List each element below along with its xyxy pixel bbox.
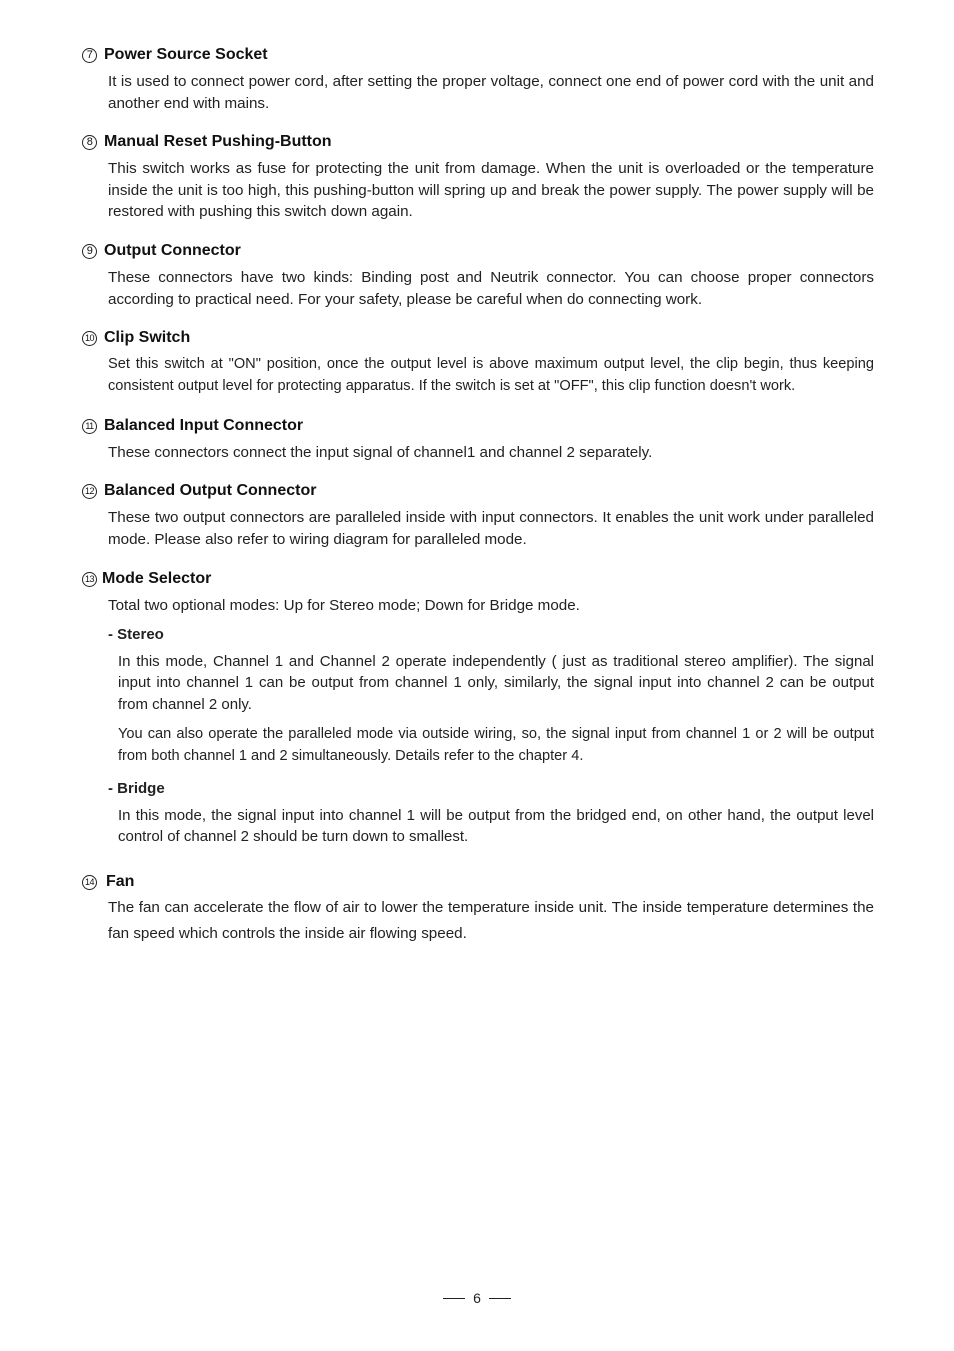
section-title: Output Connector xyxy=(104,242,241,259)
page-footer xyxy=(0,1290,954,1306)
section-heading xyxy=(82,328,874,348)
bridge-subheading: - Bridge xyxy=(108,779,165,797)
page-number: 6 xyxy=(473,1290,481,1306)
section-number-badge: 11 xyxy=(82,419,97,434)
section-title: Clip Switch xyxy=(104,329,191,346)
stereo-paragraph: You can also operate the paralleled mode via outside wiring, so, the signal input from channel 1 or 2 will be output from both channel 1 and 2 simultaneously. Details refer to the chapter 4. xyxy=(118,726,874,764)
section-title: Balanced Input Connector xyxy=(104,417,304,434)
section-paragraph: Total two optional modes: Up for Stereo mode; Down for Bridge mode. xyxy=(108,597,580,614)
section-clip-switch xyxy=(82,328,874,397)
section-manual-reset-button xyxy=(82,132,874,223)
section-paragraph: These connectors have two kinds: Binding post and Neutrik connector. You can choose proper connectors according to practical need. For your safety, please be careful when do connecting work. xyxy=(108,269,874,308)
section-paragraph: These two output connectors are paralleled inside with input connectors. It enables the unit work under paralleled mode. Please also refer to wiring diagram for paralleled mode. xyxy=(108,509,874,548)
section-number-badge: 13 xyxy=(82,572,97,587)
section-fan xyxy=(82,872,874,947)
section-power-source-socket xyxy=(82,45,874,114)
section-mode-selector xyxy=(82,569,874,848)
section-balanced-output-connector xyxy=(82,481,874,550)
section-heading xyxy=(82,416,874,436)
bridge-paragraph: In this mode, the signal input into channel 1 will be output from the bridged end, on other hand, the output level control of channel 2 should be turn down to smallest. xyxy=(118,806,874,846)
section-number-badge: 9 xyxy=(82,244,97,259)
section-paragraph: This switch works as fuse for protecting the unit from damage. When the unit is overloaded or the temperature inside the unit is too high, this pushing-button will spring up and break the power supply. The power supply will be restored with pushing this switch down again. xyxy=(108,160,874,221)
section-title: Manual Reset Pushing-Button xyxy=(104,133,332,150)
section-heading xyxy=(82,569,874,589)
section-paragraph: These connectors connect the input signal of channel1 and channel 2 separately. xyxy=(108,444,653,461)
section-number-badge: 12 xyxy=(82,484,97,499)
section-number-badge: 14 xyxy=(82,875,97,890)
footer-rule-left xyxy=(443,1298,465,1299)
section-heading xyxy=(82,481,874,501)
section-number-badge: 10 xyxy=(82,331,97,346)
section-heading xyxy=(82,132,874,152)
section-paragraph: The fan can accelerate the flow of air to lower the temperature inside unit. The inside temperature determines the fan speed which controls the inside air flowing speed. xyxy=(108,899,874,942)
section-paragraph: Set this switch at "ON" position, once the output level is above maximum output level, the clip begin, thus keeping consistent output level for protecting apparatus. If the switch is set at "OFF", this clip function doesn't work. xyxy=(108,356,874,394)
section-number-badge: 8 xyxy=(82,135,97,150)
section-heading xyxy=(82,241,874,261)
section-title: Fan xyxy=(106,873,135,890)
stereo-paragraph: In this mode, Channel 1 and Channel 2 operate independently ( just as traditional stereo amplifier). The signal input into channel 1 can be output from channel 1 only, similarly, the signal input into channel 2 can be output from channel 2 only. xyxy=(118,652,874,713)
stereo-subheading: - Stereo xyxy=(108,625,164,643)
section-title: Power Source Socket xyxy=(104,46,268,63)
section-number-badge: 7 xyxy=(82,48,97,63)
footer-rule-right xyxy=(489,1298,511,1299)
section-balanced-input-connector xyxy=(82,416,874,464)
section-heading xyxy=(82,872,874,892)
section-paragraph: It is used to connect power cord, after setting the proper voltage, connect one end of power cord with the unit and another end with mains. xyxy=(108,73,874,112)
section-title: Mode Selector xyxy=(102,570,212,587)
section-title: Balanced Output Connector xyxy=(104,482,317,499)
section-heading xyxy=(82,45,874,65)
section-output-connector xyxy=(82,241,874,310)
